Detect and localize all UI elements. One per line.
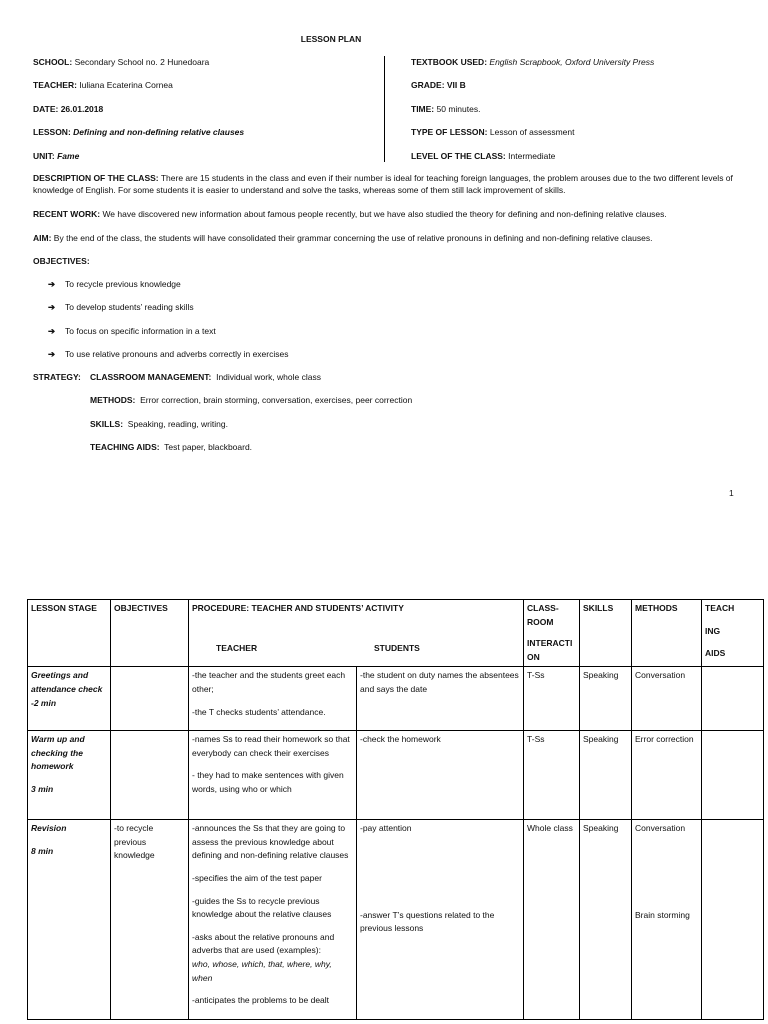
objective-item: ➔ To use relative pronouns and adverbs correctly in exercises: [48, 348, 289, 359]
field-lesson-type: TYPE OF LESSON: Lesson of assessment: [411, 127, 575, 138]
document-title: LESSON PLAN: [300, 34, 362, 44]
row-skills: Speaking: [580, 820, 632, 1020]
row-aids: [702, 820, 764, 1020]
row-students-activity: -pay attention -answer T’s questions related to the previous lessons: [357, 820, 524, 1020]
strategy-skills: SKILLS: Speaking, reading, writing.: [90, 418, 228, 429]
table-header-row: [28, 600, 764, 667]
row-methods: Conversation Brain storming: [632, 820, 702, 1020]
table-row: [28, 731, 764, 820]
row-objectives: [111, 731, 189, 820]
row-stage: Greetings and attendance check -2 min: [28, 667, 111, 731]
arrow-bullet-icon: ➔: [48, 279, 56, 289]
strategy-classroom-management: STRATEGY: CLASSROOM MANAGEMENT: Individual work, whole class: [33, 372, 321, 382]
objective-item: ➔ To recycle previous knowledge: [48, 279, 181, 289]
row-teacher-activity: -the teacher and the students greet each other; -the T checks students’ attendance.: [189, 667, 357, 731]
row-teacher-activity: -announces the Ss that they are going to assess the previous knowledge about defining and non-defining relative clauses -specifies the aim of the test paper -guides the Ss to recycle previous knowledge about the relative clauses -asks about the relative pronouns and adverbs that are used (examples): who, whose, which, that, where, why, when -anticipates the problems to be dealt: [189, 820, 357, 1020]
header-skills: SKILLS: [580, 600, 632, 667]
row-methods: Conversation: [632, 667, 702, 731]
row-aids: [702, 667, 764, 731]
strategy-methods: METHODS: Error correction, brain storming, conversation, exercises, peer correction: [90, 395, 413, 406]
row-skills: Speaking: [580, 667, 632, 731]
header-classroom-interaction: CLASS- ROOM INTERACTI ON: [524, 600, 580, 667]
header-methods: METHODS: [632, 600, 702, 667]
header-procedure: PROCEDURE: TEACHER AND STUDENTS’ ACTIVITY TEACHER STUDENTS: [189, 600, 524, 667]
row-objectives: -to recycle previous knowledge: [111, 820, 189, 1020]
column-divider: [384, 56, 385, 162]
header-left-column: [33, 57, 378, 174]
field-class-level: LEVEL OF THE CLASS: Intermediate: [411, 150, 556, 161]
header-lesson-stage: LESSON STAGE: [28, 600, 111, 667]
row-students-activity: -check the homework: [357, 731, 524, 820]
objectives-list: [48, 279, 288, 372]
row-interaction: T-Ss: [524, 731, 580, 820]
header-students: STUDENTS: [374, 642, 420, 653]
row-students-activity: -the student on duty names the absentees and says the date: [357, 667, 524, 731]
row-interaction: Whole class: [524, 820, 580, 1020]
recent-work: RECENT WORK: We have discovered new information about famous people recently, but we have also studied the theory for defining and non-defining relative clauses.: [33, 209, 667, 219]
row-interaction: T-Ss: [524, 667, 580, 731]
class-description: DESCRIPTION OF THE CLASS: There are 15 students in the class and even if their number is ideal for teaching foreign languages, the problem arouses due to the two different levels of knowledge of English. For some students it is easier to understand and solve the tasks, whereas some of them still lack improvement of skills.: [33, 173, 733, 195]
field-textbook: TEXTBOOK USED: English Scrapbook, Oxford University Press: [411, 57, 655, 67]
row-skills: Speaking: [580, 731, 632, 820]
strategy-section: [33, 372, 733, 465]
lesson-plan-page-1: [0, 0, 768, 510]
field-grade: GRADE: VII B: [411, 80, 466, 91]
header-teacher: TEACHER: [216, 642, 258, 653]
header-objectives: OBJECTIVES: [111, 600, 189, 667]
row-objectives: [111, 667, 189, 731]
table-row: [28, 820, 764, 1020]
aim: AIM: By the end of the class, the students will have consolidated their grammar concerning the use of relative pronouns in defining and non-defining relative clauses.: [33, 233, 653, 243]
strategy-teaching-aids: TEACHING AIDS: Test paper, blackboard.: [90, 441, 253, 452]
objectives-heading: OBJECTIVES:: [33, 256, 90, 266]
field-teacher: TEACHER: Iuliana Ecaterina Cornea: [33, 80, 173, 91]
objective-item: ➔ To focus on specific information in a text: [48, 325, 216, 336]
row-stage: Revision 8 min: [28, 820, 111, 1020]
row-aids: [702, 731, 764, 820]
field-school: SCHOOL: Secondary School no. 2 Hunedoara: [33, 57, 210, 67]
field-lesson: LESSON: Defining and non-defining relative clauses: [33, 127, 245, 138]
objective-item: ➔ To develop students’ reading skills: [48, 302, 194, 313]
row-teacher-activity: -names Ss to read their homework so that everybody can check their exercises - they had to make sentences with given words, using who or which: [189, 731, 357, 820]
field-unit: UNIT: Fame: [33, 150, 80, 161]
field-date: DATE: 26.01.2018: [33, 103, 104, 114]
header-teaching-aids: TEACH ING AIDS: [702, 600, 764, 667]
lesson-procedure-table: [27, 599, 764, 1020]
row-methods: Error correction: [632, 731, 702, 820]
page-number: 1: [729, 488, 734, 498]
arrow-bullet-icon: ➔: [48, 348, 56, 359]
row-stage: Warm up and checking the homework 3 min: [28, 731, 111, 820]
arrow-bullet-icon: ➔: [48, 302, 56, 313]
field-time: TIME: 50 minutes.: [411, 103, 481, 114]
arrow-bullet-icon: ➔: [48, 325, 56, 336]
table-row: [28, 667, 764, 731]
header-right-column: [411, 57, 741, 174]
